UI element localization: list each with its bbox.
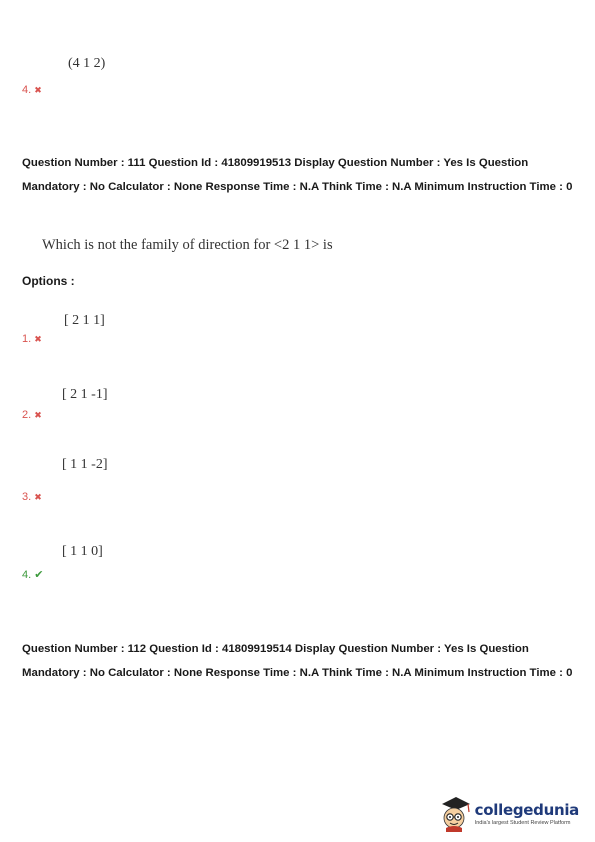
brand-tagline: India's largest Student Review Platform — [474, 819, 571, 826]
option-2-text: [ 2 1 -1] — [62, 387, 108, 402]
check-icon: ✔ — [34, 568, 44, 581]
cross-icon: ✖ — [34, 335, 42, 345]
option-2 — [22, 403, 42, 422]
prev-option-4-text: (4 1 2) — [68, 56, 106, 71]
brand-logo — [436, 794, 579, 832]
mascot-icon — [436, 794, 472, 832]
prev-option-4 — [22, 78, 42, 97]
cross-icon: ✖ — [34, 411, 42, 421]
cross-icon: ✖ — [34, 493, 42, 503]
option-number: 2. — [22, 409, 32, 421]
question-111-header: Question Number : 111 Question Id : 41809919513 Display Question Number : Yes Is Question Mandatory : No Calculator : None Response Time : N.A Think Time : N.A Minimum Instruction Time : 0 — [22, 157, 573, 193]
option-number: 1. — [22, 333, 32, 345]
cross-icon: ✖ — [34, 86, 42, 96]
option-3 — [22, 485, 42, 504]
option-3-text: [ 1 1 -2] — [62, 457, 108, 472]
brand-name: collegedunia — [474, 800, 579, 819]
option-number: 3. — [22, 491, 32, 503]
option-number: 4. — [22, 84, 32, 96]
option-4-text: [ 1 1 0] — [62, 544, 103, 559]
option-1 — [22, 327, 42, 346]
options-label: Options : — [22, 274, 75, 288]
question-112-header: Question Number : 112 Question Id : 41809919514 Display Question Number : Yes Is Question Mandatory : No Calculator : None Response Time : N.A Think Time : N.A Minimum Instruction Time : 0 — [22, 643, 573, 679]
option-4 — [22, 563, 43, 582]
option-number: 4. — [22, 569, 32, 581]
question-111-text: Which is not the family of direction for <2 1 1> is — [42, 237, 333, 253]
option-1-text: [ 2 1 1] — [64, 313, 105, 328]
